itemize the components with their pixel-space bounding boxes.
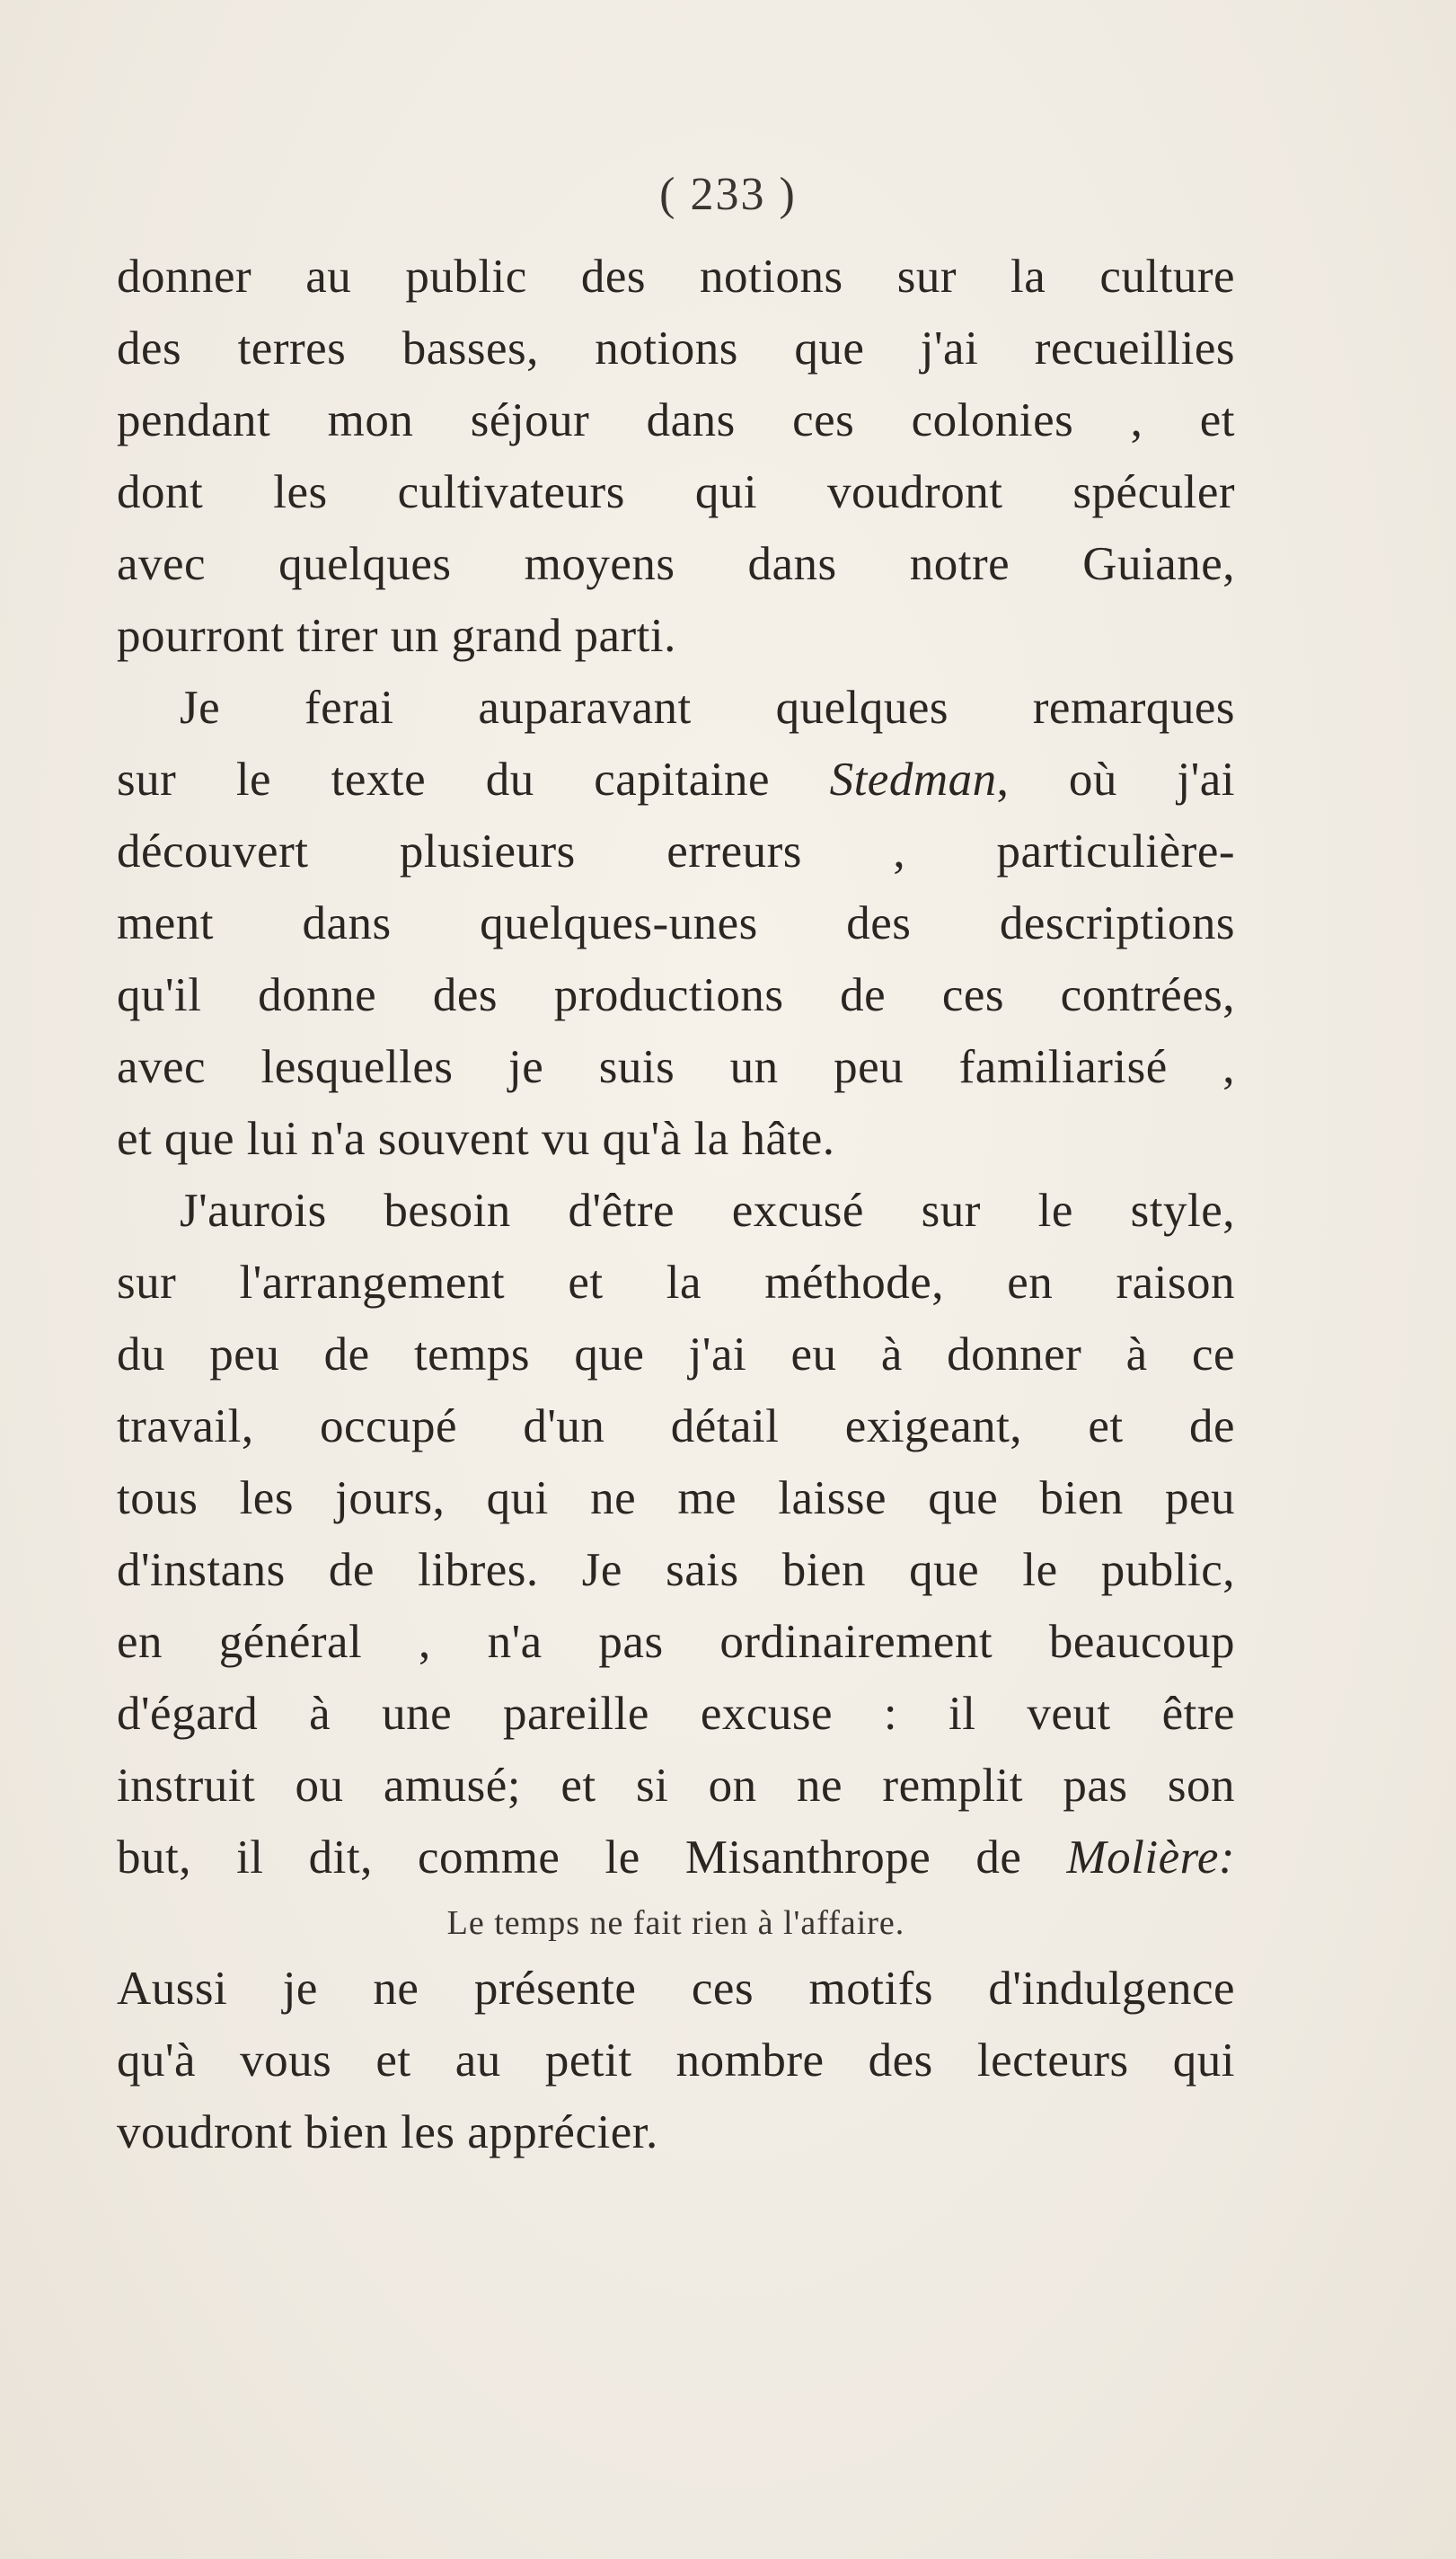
text-line: en général , n'a pas ordinairement beaucoup [117,1616,1235,1668]
text-line: ment dans quelques-unes des descriptions [117,897,1235,949]
text-line: du peu de temps que j'ai eu à donner à ce [117,1328,1235,1381]
text-segment: but, il dit, comme le Misanthrope de [117,1831,1067,1884]
text-line: Je ferai auparavant quelques remarques [180,682,1235,734]
text-line: qu'il donne des productions de ces contrées, [117,969,1235,1021]
author-name-stedman: Stedman [829,754,997,806]
text-line: d'instans de libres. Je sais bien que le public, [117,1544,1235,1596]
text-line: Aussi je ne présente ces motifs d'indulgence [117,1963,1235,2015]
text-line: donner au public des notions sur la culture [117,251,1235,303]
author-name-moliere: Molière: [1066,1831,1235,1884]
text-segment: , où j'ai [996,754,1235,806]
text-line: voudront bien les apprécier. [117,2106,658,2158]
text-line: qu'à vous et au petit nombre des lecteurs qui [117,2034,1235,2087]
text-line: sur l'arrangement et la méthode, en raison [117,1257,1235,1309]
text-line: des terres basses, notions que j'ai recueillies [117,322,1235,375]
text-line: pendant mon séjour dans ces colonies , et [117,394,1235,446]
text-line: découvert plusieurs erreurs , particulière- [117,825,1235,878]
text-line [117,744,1235,816]
text-line: et que lui n'a souvent vu qu'à la hâte. [117,1113,835,1165]
text-line: instruit ou amusé; et si on ne remplit pas son [117,1760,1235,1812]
text-line: tous les jours, qui ne me laisse que bien peu [117,1472,1235,1524]
text-line: d'égard à une pareille excuse : il veut être [117,1688,1235,1740]
text-line [117,1822,1235,1893]
text-line: pourront tirer un grand parti. [117,610,676,662]
text-line: J'aurois besoin d'être excusé sur le style, [180,1185,1235,1237]
text-line: dont les cultivateurs qui voudront spéculer [117,466,1235,518]
text-line: avec lesquelles je suis un peu familiarisé , [117,1041,1235,1093]
text-segment: sur le texte du capitaine [117,754,830,806]
text-line: avec quelques moyens dans notre Guiane, [117,538,1235,590]
page-number: ( 233 ) [659,169,797,220]
text-line: travail, occupé d'un détail exigeant, et de [117,1400,1235,1452]
quotation: Le temps ne fait rien à l'affaire. [446,1904,905,1942]
body-text [117,241,1235,2168]
